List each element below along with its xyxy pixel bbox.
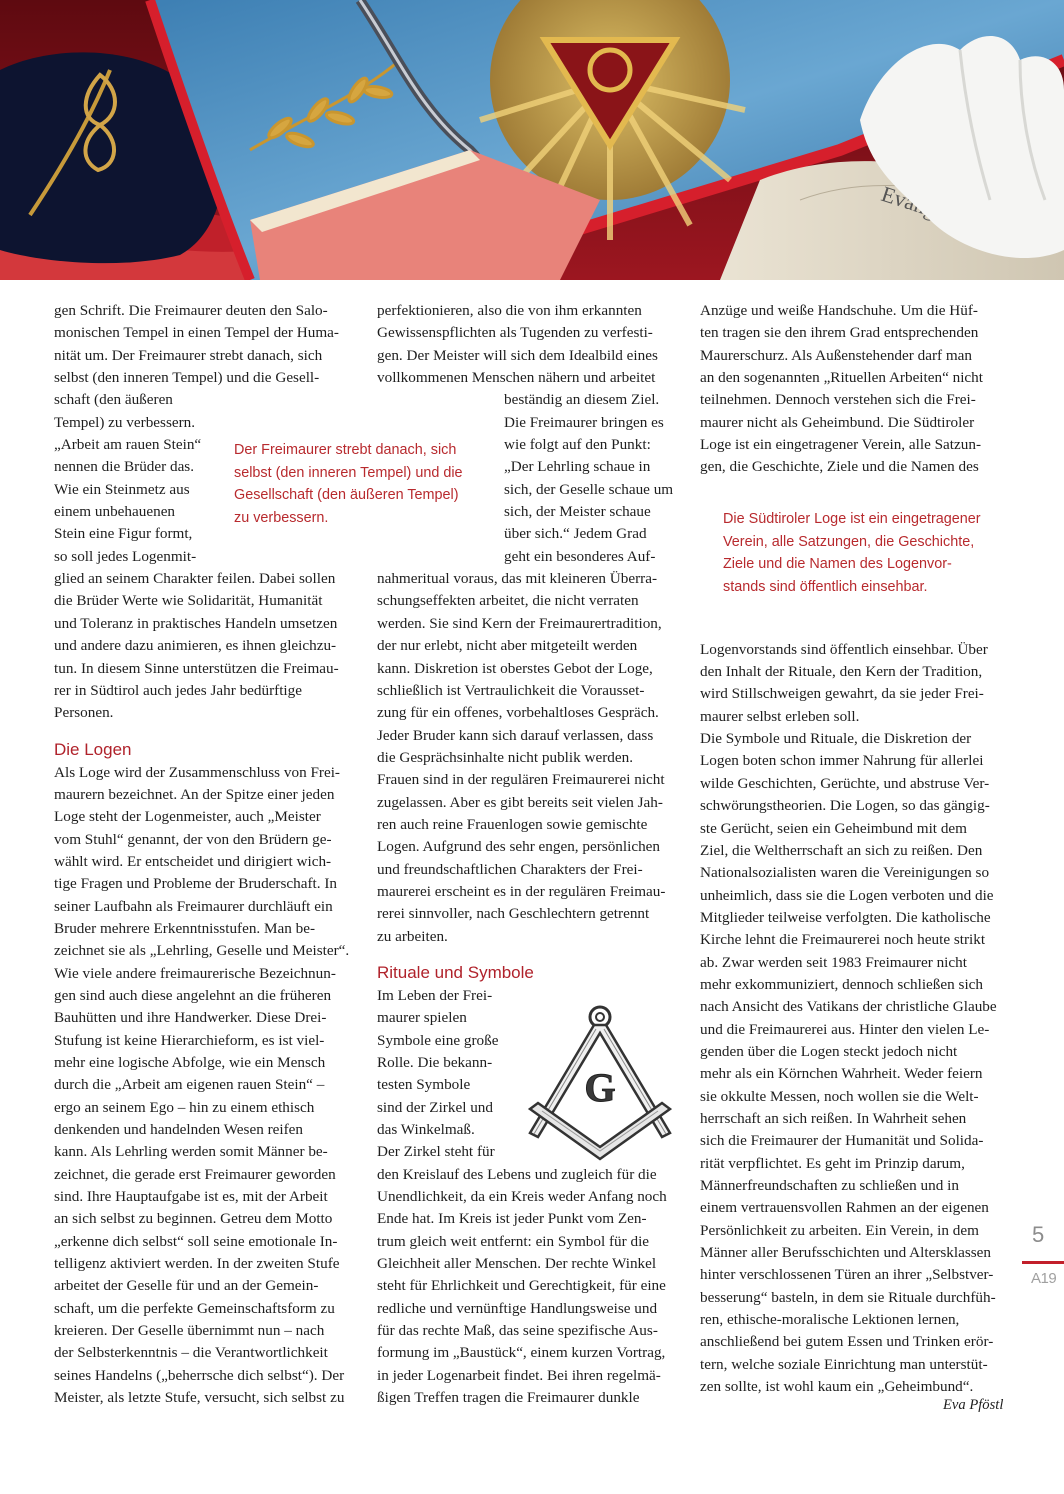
body-line: einem unbehauenen — [54, 503, 176, 521]
body-line: ten tragen sie den ihrem Grad entsprechenden — [700, 324, 979, 342]
narrow-text-block — [377, 389, 683, 568]
body-line: schaft (den äußeren — [54, 391, 173, 409]
body-line: Symbole eine große — [377, 1031, 499, 1049]
body-line: den Inhalt der Rituale, den Kern der Tradition, — [700, 663, 983, 681]
body-line: schließlich ist Vertraulichkeit die Vorausset- — [377, 681, 645, 699]
body-line: genden über die Logen steckt jedoch nicht — [700, 1042, 958, 1060]
emblem-letter: G — [584, 1065, 616, 1110]
body-line: für das rechte Maß, das seine spezifische Aus- — [377, 1322, 658, 1340]
body-line: zugelassen. Aber es gibt bereits seit vielen Jah- — [377, 793, 663, 811]
body-line: und Toleranz in praktisches Handeln umsetzen — [54, 614, 338, 632]
pull-quote-line: zu verbessern. — [234, 509, 329, 526]
body-line: hinter verschlossenen Türen an ihrer „Selbstver- — [700, 1266, 994, 1284]
body-line: zung für ein offenes, vorbehaltloses Gespräch. — [377, 704, 659, 722]
pull-quote-line: Gesellschaft (den äußeren Tempel) — [234, 487, 459, 503]
body-line: schaft, um die perfekte Gemeinschaftsform zu — [54, 1299, 335, 1317]
body-line: maurer nicht als Geheimbund. Die Südtiroler — [700, 413, 975, 431]
body-line: durch die „Arbeit am eigenen rauen Stein“ – — [54, 1076, 325, 1094]
body-line: maurer selbst erleben soll. — [700, 707, 860, 725]
body-line: wird Stillschweigen gewahrt, da sie jeder Frei- — [700, 685, 984, 703]
body-line: „erkenne dich selbst“ soll seine emotionale In- — [54, 1232, 338, 1250]
body-line: der Selbsterkenntnis – die Verantwortlichkeit — [54, 1344, 328, 1362]
body-line: der nur erlebt, nicht aber mitgeteilt werden — [377, 637, 638, 655]
body-line: und die Freimaurerei aus. Hinter den vielen Le- — [700, 1020, 990, 1038]
body-line: Als Loge wird der Zusammenschluss von Frei- — [54, 763, 340, 781]
body-line: zen sollte, ist wohl kaum ein „Geheimbund“. — [700, 1378, 974, 1396]
body-line: tern, welche soziale Einrichtung man unterstüt- — [700, 1355, 988, 1373]
body-line: steht für Ehrlichkeit und Gerechtigkeit, für eine — [377, 1277, 666, 1295]
body-line: Stein eine Figur formt, — [54, 525, 193, 543]
body-line: Gleichheit aller Menschen. Der rechte Winkel — [377, 1255, 657, 1273]
pull-quote-line: Die Südtiroler Loge ist ein eingetragener — [723, 511, 981, 527]
body-line: formung im „Baustück“, einem kurzen Vortrag, — [377, 1344, 666, 1362]
body-line: ren, ethische-moralische Lektionen lernen, — [700, 1311, 960, 1329]
body-line: vom Stuhl“ genannt, der von den Brüdern ge- — [54, 830, 332, 848]
body-line: Wie ein Steinmetz aus — [54, 480, 190, 498]
body-line: Frauen sind in der regulären Freimaurerei nicht — [377, 771, 665, 789]
body-line: Persönlichkeit zu arbeiten. Ein Verein, in dem — [700, 1221, 979, 1239]
body-line: Tempel) zu verbessern. — [54, 413, 196, 431]
body-line: Bruder mehrere Erkenntnisstufen. Man be- — [54, 919, 316, 937]
body-line: beständig an diesem Ziel. — [504, 391, 660, 409]
body-line: nach Ansicht des Vatikans der christliche Glaube — [700, 998, 997, 1016]
body-line: teilnehmen. Dennoch verstehen sich die Frei- — [700, 391, 976, 409]
body-line: mehr eine logische Abfolge, wie ein Mensch — [54, 1054, 326, 1071]
body-line: denkenden und handelnden Wesen reifen — [54, 1121, 303, 1139]
body-line: Meister, als letzte Stufe, versucht, sich selbst zu — [54, 1389, 345, 1407]
pull-quote-2 — [723, 508, 981, 598]
body-line: Männer aller Berufsschichten und Altersklassen — [700, 1244, 992, 1262]
body-line: an sich selbst zu beginnen. Getreu dem Motto — [54, 1210, 333, 1228]
body-line: rer in Südtirol auch jedes Jahr bedürftige — [54, 681, 302, 699]
body-line: und andere dazu animieren, es ihnen gleichzu- — [54, 637, 337, 655]
body-line: „Arbeit am rauen Stein“ — [54, 436, 202, 454]
body-line: Logenvorstands sind öffentlich einsehbar. Über — [700, 640, 988, 658]
pull-quote-line: Ziele und die Namen des Logenvor- — [723, 556, 952, 572]
body-line: Ziel, die Weltherrschaft an sich zu reißen. Den — [700, 841, 983, 859]
body-line: monischen Tempel in einen Tempel der Huma- — [54, 324, 339, 342]
body-line: die Gesprächsinhalte nicht publik werden. — [377, 748, 633, 766]
body-line: Personen. — [54, 704, 114, 722]
body-line: kreieren. Der Geselle übernimmt nun – nach — [54, 1322, 325, 1340]
body-line: zeichnet sie als „Lehrling, Geselle und Meister“. — [54, 942, 350, 960]
body-line: ergo an seinem Ego – hin zu einem ethisch — [54, 1098, 315, 1116]
body-line: herrschaft an sich reißen. In Wahrheit sehen — [700, 1109, 967, 1127]
body-line: Anzüge und weiße Handschuhe. Um die Hüf- — [700, 302, 978, 319]
body-line: schwörungstheorien. Die Logen, so das gängig- — [700, 797, 990, 815]
body-line: wählt wird. Er entscheidet und dirigiert wich- — [54, 852, 332, 870]
body-line: Gewissenspflichten als Tugenden zu verfesti- — [377, 324, 653, 342]
body-line: gen Schrift. Die Freimaurer deuten den Salo- — [54, 302, 328, 319]
issue-code: A19 — [1031, 1270, 1057, 1287]
body-line: glied an seinem Charakter feilen. Dabei sollen — [54, 570, 336, 588]
body-line: Stufung ist keine Hierarchieform, es ist viel- — [54, 1031, 325, 1049]
body-line: Nationalsozialisten waren die Vereinigungen so — [700, 864, 990, 882]
body-line: kann. Diskretion ist oberstes Gebot der Loge, — [377, 659, 653, 677]
body-line: Bauhütten und ihre Handwerker. Diese Drei- — [54, 1009, 327, 1027]
body-line: geht ein besonderes Auf- — [504, 547, 656, 565]
body-line: trum gleich weit entfernt: ein Symbol für die — [377, 1232, 650, 1250]
body-line: arbeitet der Geselle für und an der Gemein- — [54, 1277, 319, 1295]
body-line: über sich.“ Jedem Grad — [504, 525, 647, 543]
body-line: gen sind auch diese angelehnt an die früheren — [54, 986, 332, 1004]
body-line: unheimlich, dass sie die Logen verboten und die — [700, 886, 994, 904]
pull-quote-line: stands sind öffentlich einsehbar. — [723, 578, 928, 595]
body-line: ab. Zwar werden seit 1983 Freimaurer nicht — [700, 953, 967, 971]
body-line: Mitglieder teilweise verfolgten. Die katholische — [700, 908, 991, 926]
body-line: vollkommenen Menschen nähern und arbeitet — [377, 369, 656, 387]
body-line: ßigen Treffen tragen die Freimaurer dunkle — [377, 1389, 640, 1407]
body-line: die Brüder Werte wie Solidarität, Humanität — [54, 592, 323, 610]
body-line: und freundschaftlichen Charakters der Frei- — [377, 860, 643, 878]
masonic-regalia-illustration — [0, 0, 1064, 280]
body-line: Jeder Bruder kann sich darauf verlassen, dass — [377, 726, 654, 744]
body-line: sind der Zirkel und — [377, 1098, 493, 1116]
body-line: Rolle. Die bekann- — [377, 1054, 493, 1071]
body-line: telligenz aktiviert werden. In der zweiten Stufe — [54, 1255, 340, 1273]
article-column-2 — [377, 300, 683, 1410]
body-line: schungseffekten arbeitet, die nicht verraten — [377, 592, 639, 610]
body-line: „Der Lehrling schaue in — [504, 458, 651, 476]
body-line: selbst (den inneren Tempel) und die Gesell- — [54, 369, 320, 387]
body-line: das Winkelmaß. — [377, 1121, 475, 1139]
body-line: besserung“ basteln, in dem sie Rituale durchfüh- — [700, 1288, 996, 1306]
body-line: maurern bezeichnet. An der Spitze einer jeden — [54, 785, 335, 803]
body-line: sie okkulte Messen, noch wollen sie die Welt- — [700, 1087, 979, 1105]
pull-quote-line: selbst (den inneren Tempel) und die — [234, 464, 463, 481]
body-line: perfektionieren, also die von ihm erkannten — [377, 302, 642, 319]
body-line: sich die Freimaurer der Humanität und Solida- — [700, 1132, 984, 1150]
body-line: nität um. Der Freimaurer strebt danach, sich — [54, 346, 323, 364]
body-line: Die Freimaurer bringen es — [504, 413, 664, 431]
body-line: Kirche lehnt die Freimaurerei noch heute strikt — [700, 931, 986, 949]
body-line: so soll jedes Logenmit- — [54, 547, 197, 565]
body-line: einem vertrauensvollen Rahmen an der eigenen — [700, 1199, 989, 1217]
body-line: sind. Ihre Hauptaufgabe ist es, mit der Arbeit — [54, 1188, 328, 1206]
article-column-3 — [700, 300, 1005, 1398]
body-line: zu arbeiten. — [377, 927, 448, 945]
body-line: sich, der Meister schaue — [504, 503, 651, 521]
body-line: ren auch reine Frauenlogen sowie gemischte — [377, 815, 648, 833]
author-name: Eva Pföstl — [943, 1397, 1004, 1413]
body-line: redliche und vernünftige Handlungsweise und — [377, 1299, 658, 1317]
page-number-rule — [1022, 1261, 1064, 1264]
body-line: Logen. Aufgrund des sehr engen, persönlichen — [377, 838, 660, 856]
pull-quote-line: Verein, alle Satzungen, die Geschichte, — [723, 533, 975, 550]
body-line: in jeder Logenarbeit findet. Bei ihren regelmä- — [377, 1366, 661, 1384]
page-number: 5 — [1032, 1222, 1045, 1247]
body-line: den Kreislauf des Lebens und zugleich für die — [377, 1165, 657, 1183]
body-line: maurerei erscheint es in der regulären Freimau- — [377, 882, 666, 900]
body-line: wilde Geschichten, Gerüchte, und abstruse Ver- — [700, 774, 990, 792]
body-line: testen Symbole — [377, 1076, 471, 1094]
body-line: gen. Der Meister will sich dem Idealbild eines — [377, 346, 658, 364]
body-line: an den sogenannten „Rituellen Arbeiten“ nicht — [700, 369, 983, 387]
body-line: nahmeritual voraus, das mit kleineren Überra- — [377, 570, 658, 588]
body-line: gen, die Geschichte, Ziele und die Namen des — [700, 458, 979, 476]
body-line: werden. Sie sind Kern der Freimaurertradition, — [377, 614, 662, 632]
body-line: Der Zirkel steht für — [377, 1143, 495, 1161]
body-line: Im Leben der Frei- — [377, 986, 493, 1004]
section-heading-logen: Die Logen — [54, 739, 132, 759]
body-line: ste Gerücht, seien ein Geheimbund mit dem — [700, 819, 967, 837]
body-line: nennen die Brüder das. — [54, 458, 195, 476]
body-line: mehr exkommuniziert, dennoch schließen sich — [700, 975, 983, 993]
body-line: Männerfreundschaften zu schließen und in — [700, 1177, 959, 1194]
body-line: Maurerschurz. Als Außenstehender darf man — [700, 346, 973, 364]
body-line: kann. Als Lehrling werden somit Männer be- — [54, 1143, 328, 1161]
body-line: Logen boten schon immer Nahrung für allerlei — [700, 752, 984, 770]
body-line: Loge steht der Logenmeister, auch „Meister — [54, 808, 321, 826]
body-line: rerei sinnvoller, nach Geschlechtern getrennt — [377, 905, 650, 923]
pull-quote-line: Der Freimaurer strebt danach, sich — [234, 442, 457, 458]
body-line: tun. In diesem Sinne unterstützen die Freimau- — [54, 659, 339, 677]
body-line: Loge ist ein eingetragener Verein, alle Satzun- — [700, 436, 981, 454]
body-line: Unendlichkeit, da ein Kreis weder Anfang noch — [377, 1188, 667, 1206]
body-line: seiner Laufbahn als Freimaurer durchläuft ein — [54, 897, 333, 915]
body-line: Wie viele andere freimaurerische Bezeichnun- — [54, 964, 336, 982]
body-line: wie folgt auf den Punkt: — [504, 436, 651, 454]
section-heading-rituale: Rituale und Symbole — [377, 962, 534, 982]
body-line: zeichnet, die gerade erst Freimaurer geworden — [54, 1165, 336, 1183]
body-line: anschließend bei gutem Essen und Trinken erör- — [700, 1333, 994, 1351]
body-line: seines Handelns („beherrsche dich selbst“). Der — [54, 1366, 345, 1384]
hero-photo — [0, 0, 1064, 280]
body-line: maurer spielen — [377, 1009, 467, 1027]
body-line: mehr als ein Körnchen Wahrheit. Weder feiern — [700, 1065, 983, 1083]
body-line: sich, der Geselle schaue um — [504, 480, 674, 498]
body-line: Die Symbole und Rituale, die Diskretion der — [700, 730, 972, 748]
square-and-compass-icon — [522, 1003, 672, 1161]
body-line: rität verpflichtet. Es geht im Prinzip darum, — [700, 1154, 965, 1172]
body-line: tige Fragen und Probleme der Bruderschaft. In — [54, 875, 337, 893]
body-line: Ende hat. Im Kreis ist jeder Punkt vom Zen- — [377, 1210, 647, 1228]
